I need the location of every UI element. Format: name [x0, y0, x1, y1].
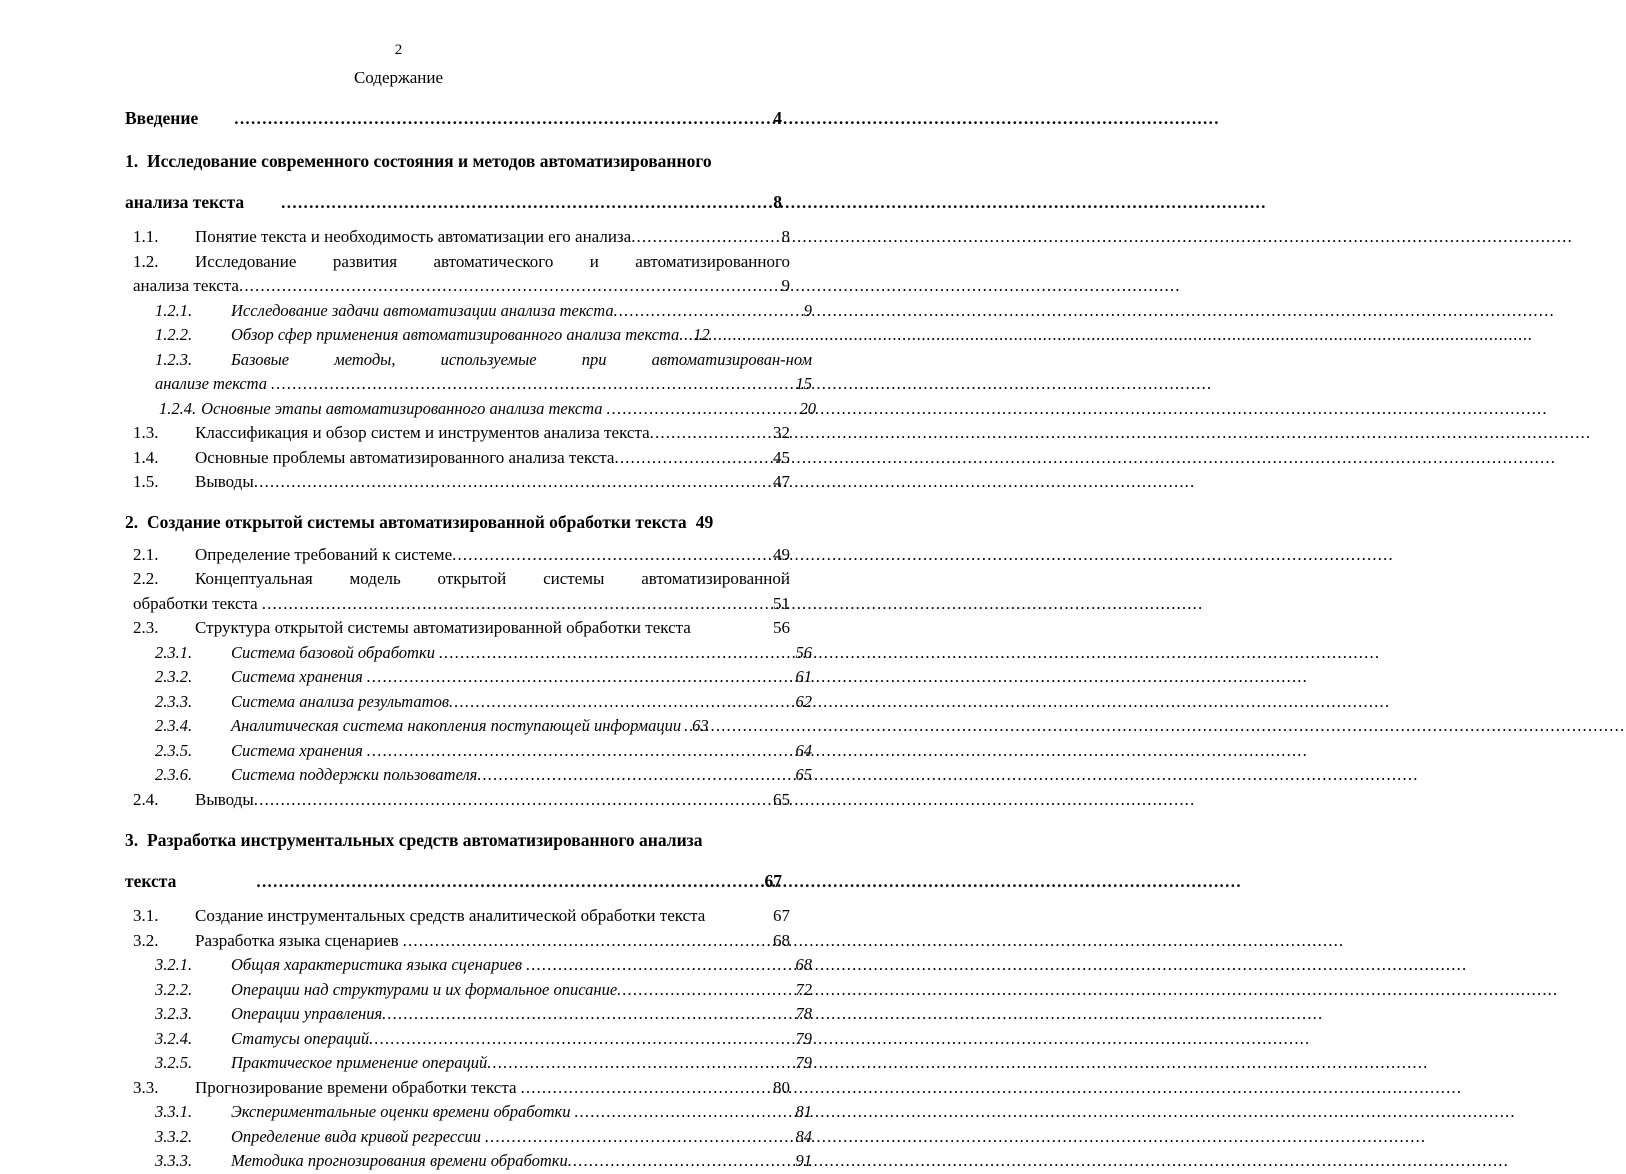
dot-leader	[631, 225, 781, 250]
toc-entry-2-3-1[interactable]	[155, 641, 812, 666]
toc-entry-page: 51	[773, 593, 790, 613]
toc-chapter-1-line2[interactable]	[125, 187, 782, 218]
toc-entry-label: Система поддержки пользователя	[231, 765, 478, 784]
word: Исследование	[195, 251, 297, 271]
dot-leader	[684, 714, 692, 739]
toc-chapter-label-cont: текста	[125, 871, 177, 891]
word: Концептуальная	[195, 569, 313, 588]
toc-entry-3-3-1[interactable]	[155, 1100, 812, 1125]
toc-chapter-label-cont: анализа текста	[125, 192, 245, 212]
toc-entry-number: 3.3.2.	[155, 1126, 193, 1146]
toc-entry-page: 9	[803, 300, 812, 320]
toc-entry-page: 79	[795, 1053, 812, 1072]
page-title: Содержание	[353, 68, 444, 87]
dot-leader	[367, 665, 796, 690]
word: при	[581, 349, 607, 369]
dot-leader	[477, 763, 795, 788]
toc-entry-3-2-1[interactable]	[155, 953, 812, 978]
toc-entry-2-3-4[interactable]	[155, 714, 812, 739]
dot-leader	[256, 866, 755, 897]
toc-entry-1-2-3-line1[interactable]	[155, 348, 812, 373]
toc-entry-page: 65	[795, 765, 812, 784]
toc-entry-number: 3.2.5.	[155, 1053, 193, 1072]
toc-chapter-number: 3.	[125, 830, 139, 850]
toc-entry-label: Прогнозирование времени обработки текста	[195, 1077, 517, 1097]
toc-entry-number: 2.3.	[133, 618, 159, 637]
toc-entry-number: 3.2.2.	[155, 979, 193, 999]
dot-leader	[234, 103, 756, 134]
toc-entry-page: 9	[781, 276, 790, 295]
toc-entry-label: Общая характеристика языка сценариев	[231, 955, 523, 974]
toc-entry-number: 1.2.2.	[155, 325, 193, 344]
toc-entry-page: 15	[795, 374, 812, 393]
dot-leader	[369, 1027, 795, 1052]
toc-entry-page: 65	[773, 789, 790, 809]
toc-entry-1-4[interactable]	[133, 446, 790, 471]
toc-entry-number: 2.3.3.	[155, 691, 193, 711]
toc-entry-label: Методика прогнозирования времени обработки	[231, 1151, 568, 1170]
toc-entry-page: 91	[795, 1151, 812, 1170]
toc-entry-number: 2.3.4.	[155, 716, 193, 735]
toc-entry-number: 3.2.4.	[155, 1028, 193, 1048]
toc-entry-label: Классификация и обзор систем и инструментов анализа текста	[195, 423, 650, 442]
toc-entry-2-3-2[interactable]	[155, 665, 812, 690]
toc-entry-page: 64	[795, 740, 812, 760]
toc-entry-label: Система базовой обработки	[231, 642, 435, 662]
dot-leader	[526, 953, 795, 978]
toc-entry-label: Разработка языка сценариев	[195, 930, 399, 950]
toc-entry-2-1[interactable]	[133, 543, 790, 568]
toc-entry-page: 61	[795, 667, 812, 686]
toc-entry-3-2[interactable]	[133, 929, 790, 954]
toc-entry-number: 1.3.	[133, 423, 159, 442]
toc-entry-label: Структура открытой системы автоматизированной обработки текста	[195, 618, 691, 637]
toc-entry-page: 78	[795, 1004, 812, 1023]
toc-entry-3-2-5[interactable]	[155, 1051, 812, 1076]
toc-entry-label: Выводы	[195, 472, 254, 491]
dot-leader	[485, 1125, 795, 1150]
toc-entry-number: 1.2.4.	[159, 398, 197, 418]
toc-chapter-number: 2.	[125, 511, 139, 532]
toc-entry-label: Основные этапы автоматизированного анализа текста	[201, 398, 603, 418]
toc-entry-1-2-line1[interactable]	[133, 250, 790, 275]
toc-entry-label: Операции над структурами и их формальное описание	[231, 979, 618, 999]
toc-entry-3-1[interactable]	[133, 904, 790, 929]
toc-chapter-1-line1[interactable]	[125, 146, 780, 177]
toc-entry-number: 1.2.1.	[155, 300, 193, 320]
toc-entry-2-2-line2[interactable]	[133, 592, 790, 617]
toc-entry-number: 2.3.5.	[155, 740, 193, 760]
word: автоматизированного	[635, 251, 790, 271]
toc-entry-number: 2.1.	[133, 544, 159, 564]
toc-entry-label-cont: анализе текста	[155, 374, 268, 393]
toc-chapter-page: 8	[773, 192, 782, 212]
toc-entry-1-2-1[interactable]	[155, 299, 812, 324]
toc-entry-page: 32	[773, 423, 790, 442]
toc-entry-1-2-line2[interactable]	[133, 274, 790, 299]
toc-entry-2-2-line1[interactable]	[133, 567, 790, 592]
dot-leader	[614, 299, 804, 324]
word: автоматизированной	[641, 569, 790, 588]
toc-entry-label: Система хранения	[231, 667, 363, 686]
toc-entry-1-3[interactable]	[133, 421, 790, 446]
toc-entry-page: 45	[773, 447, 790, 467]
toc-entry-label: Понятие текста и необходимость автоматизации его анализа	[195, 227, 632, 246]
toc-entry-number: 3.3.3.	[155, 1151, 193, 1170]
toc-chapter-2[interactable]	[125, 507, 782, 538]
toc-entry-3-3-3[interactable]	[155, 1149, 812, 1174]
toc-entry-number: 3.3.	[133, 1077, 159, 1097]
toc-entry-page: 49	[773, 544, 790, 564]
toc-entry-label: Обзор сфер применения автоматизированного анализа текста	[231, 325, 680, 344]
toc-entry-label: Выводы	[195, 789, 254, 809]
toc-entry-page: 67	[773, 906, 790, 925]
dot-leader	[607, 397, 800, 422]
toc-entry-page: 79	[795, 1028, 812, 1048]
toc-entry-page: 20	[799, 398, 816, 418]
toc-entry-label	[195, 567, 790, 592]
word: модель	[349, 569, 401, 588]
toc-chapter-number: 1.	[125, 151, 139, 171]
dot-leader	[262, 592, 773, 617]
toc-entry-introduction[interactable]	[125, 103, 782, 134]
dot-leader	[449, 690, 796, 715]
toc-entry-label: Система анализа результатов	[231, 691, 449, 711]
toc-entry-number: 1.1.	[133, 227, 159, 246]
toc-entry-page: 56	[773, 618, 790, 637]
toc-entry-number: 1.2.3.	[155, 349, 193, 369]
toc-entry-page: 72	[795, 979, 812, 999]
toc-entry-number: 1.2.	[133, 251, 159, 271]
toc-chapter-label: Создание открытой системы автоматизированной обработки текста	[147, 511, 687, 532]
toc-entry-3-3-2[interactable]	[155, 1125, 812, 1150]
toc-entry-page: 84	[795, 1126, 812, 1146]
toc-entry-1-1[interactable]	[133, 225, 790, 250]
word: Базовые	[231, 349, 290, 369]
toc-entry-2-3-5[interactable]	[155, 739, 812, 764]
dot-leader	[271, 372, 795, 397]
toc-entry-page: 68	[773, 930, 790, 950]
toc-chapter-3-line1[interactable]	[125, 825, 780, 856]
toc-entry-number: 2.3.2.	[155, 667, 193, 686]
table-of-contents	[0, 103, 816, 1174]
toc-entry-label	[195, 250, 790, 275]
toc-entry-number: 2.3.1.	[155, 642, 193, 662]
toc-entry-page: 62	[795, 691, 812, 711]
toc-entry-number: 1.5.	[133, 472, 159, 491]
toc-chapter-label: Разработка инструментальных средств автоматизированного анализа	[147, 830, 703, 850]
dot-leader	[614, 446, 773, 471]
dot-leader	[617, 978, 795, 1003]
word: автоматизирован-ном	[651, 349, 812, 369]
toc-entry-label: Определение вида кривой регрессии	[231, 1126, 482, 1146]
toc-entry-label: Операции управления	[231, 1004, 383, 1023]
toc-entry-3-2-3[interactable]	[155, 1002, 812, 1027]
toc-entry-label: Практическое применение операций	[231, 1053, 488, 1072]
toc-entry-label-cont: обработки текста	[133, 593, 258, 613]
toc-entry-2-4[interactable]	[133, 788, 790, 813]
word: используемые	[440, 349, 537, 369]
toc-entry-1-2-3-line2[interactable]	[155, 372, 812, 397]
toc-entry-number: 3.2.1.	[155, 955, 193, 974]
toc-entry-number: 3.2.	[133, 930, 159, 950]
toc-entry-number: 1.4.	[133, 447, 159, 467]
toc-entry-page: 47	[773, 472, 790, 491]
toc-entry-label	[231, 348, 812, 373]
toc-entry-page: 8	[781, 227, 790, 246]
dot-leader	[281, 187, 756, 218]
toc-entry-1-2-2[interactable]	[155, 323, 812, 348]
word: развития	[332, 251, 398, 271]
toc-entry-label-cont: анализа текста	[133, 276, 239, 295]
dot-leader	[650, 421, 773, 446]
toc-entry-3-3[interactable]	[133, 1076, 790, 1101]
dot-leader	[679, 323, 693, 348]
toc-entry-number: 3.2.3.	[155, 1004, 193, 1023]
dot-leader	[487, 1051, 795, 1076]
toc-entry-1-5[interactable]	[133, 470, 790, 495]
toc-entry-3-2-4[interactable]	[155, 1027, 812, 1052]
toc-entry-label: Аналитическая система накопления поступающей информации	[231, 716, 682, 735]
word: и	[589, 251, 599, 271]
word: методы,	[334, 349, 396, 369]
dot-leader	[439, 641, 796, 666]
toc-entry-page: 4	[773, 108, 782, 128]
dot-leader	[452, 543, 773, 568]
toc-entry-number: 2.2.	[133, 569, 159, 588]
toc-entry-page: 68	[795, 955, 812, 974]
toc-entry-number: 3.3.1.	[155, 1102, 193, 1121]
dot-leader	[568, 1149, 796, 1174]
toc-entry-label: Определение требований к системе	[195, 544, 453, 564]
toc-entry-2-3-6[interactable]	[155, 763, 812, 788]
toc-entry-2-3[interactable]	[133, 616, 790, 641]
toc-entry-page: 56	[795, 642, 812, 662]
toc-entry-1-2-4[interactable]	[159, 397, 816, 422]
toc-entry-number: 3.1.	[133, 906, 159, 925]
dot-leader	[403, 929, 773, 954]
dot-leader	[254, 470, 773, 495]
toc-entry-label: Система хранения	[231, 740, 363, 760]
toc-entry-label: Статусы операций	[231, 1028, 370, 1048]
toc-entry-number: 2.3.6.	[155, 765, 193, 784]
dot-leader	[239, 274, 782, 299]
toc-entry-page: 81	[795, 1102, 812, 1121]
toc-chapter-page: 49	[695, 511, 714, 532]
dot-leader	[367, 739, 796, 764]
toc-entry-label: Экспериментальные оценки времени обработки	[231, 1102, 571, 1121]
dot-leader	[575, 1100, 796, 1125]
dot-leader	[521, 1076, 773, 1101]
toc-chapter-3-line2[interactable]	[125, 866, 782, 897]
toc-entry-label: Создание инструментальных средств аналитической обработки текста	[195, 906, 706, 925]
toc-chapter-label: Исследование современного состояния и методов автоматизированного	[147, 151, 712, 171]
word: системы	[543, 569, 605, 588]
toc-entry-label: Исследование задачи автоматизации анализа текста	[231, 300, 614, 320]
toc-entry-3-2-2[interactable]	[155, 978, 812, 1003]
page-folio: 2	[394, 42, 403, 58]
toc-entry-page: 80	[773, 1077, 790, 1097]
toc-entry-label: Основные проблемы автоматизированного анализа текста	[195, 447, 615, 467]
word: автоматического	[433, 251, 554, 271]
toc-chapter-page: 67	[764, 871, 782, 891]
toc-entry-number: 2.4.	[133, 789, 159, 809]
toc-entry-page: 12	[693, 325, 710, 344]
dot-leader	[382, 1002, 795, 1027]
toc-entry-label: Введение	[125, 108, 199, 128]
dot-leader	[254, 788, 773, 813]
word: открытой	[437, 569, 507, 588]
toc-entry-2-3-3[interactable]	[155, 690, 812, 715]
toc-entry-page: 63	[692, 716, 709, 735]
